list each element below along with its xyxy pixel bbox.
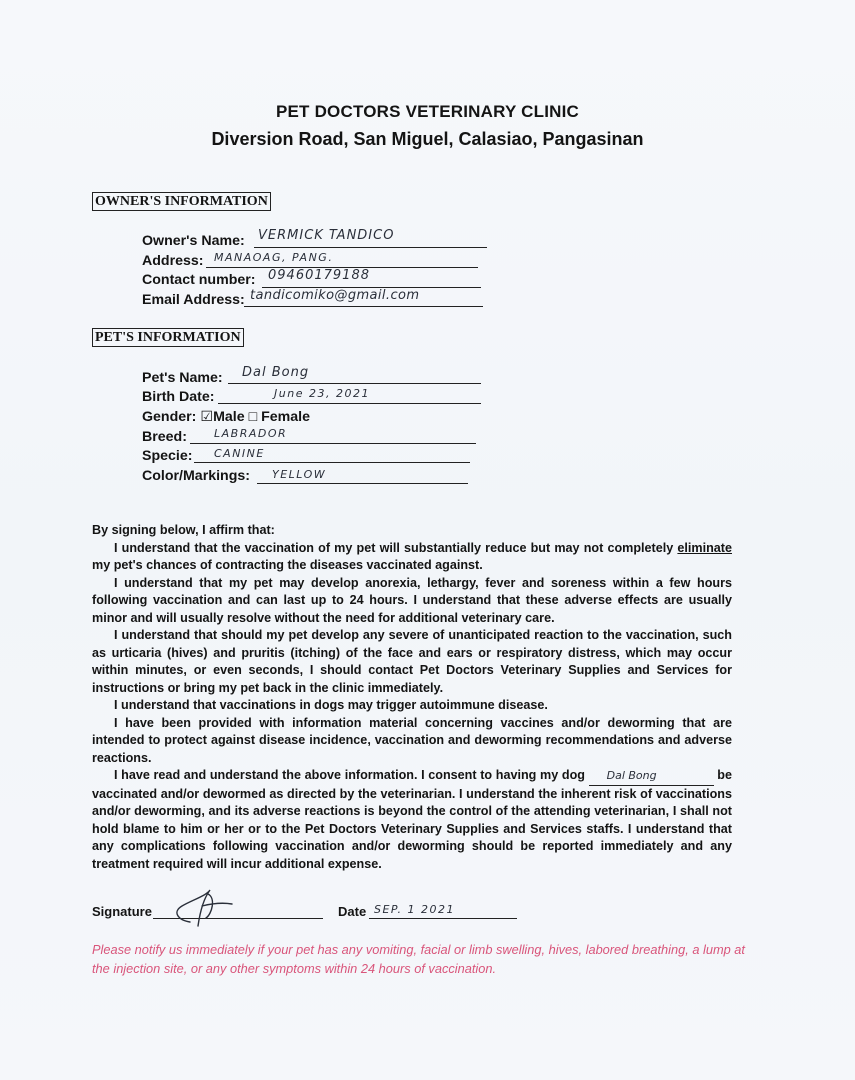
owner-address-value: MANAOAG, PANG. <box>214 251 334 264</box>
owner-name-label: Owner's Name: <box>142 233 245 249</box>
owner-address-label: Address: <box>142 253 204 269</box>
dog-name-value: Dal Bong <box>589 767 714 786</box>
gender-female-label: Female <box>261 409 311 425</box>
eliminate-word: eliminate <box>677 540 732 555</box>
birth-date-value: June 23, 2021 <box>274 387 370 400</box>
color-markings-label: Color/Markings: <box>142 468 250 484</box>
date-label: Date <box>338 904 367 919</box>
breed-line <box>190 443 476 444</box>
affirmation-block <box>92 522 732 873</box>
color-markings-value: YELLOW <box>272 468 327 481</box>
affirm-paragraph-2: I understand that my pet may develop anorexia, lethargy, fever and soreness within a few hours following vaccination and can last up to 24 hours. I understand that these adverse effects are usually minor and will usually resolve without the need for additional veterinary care. <box>92 575 732 625</box>
affirm-intro: By signing below, I affirm that: <box>92 523 275 537</box>
pet-name-value: Dal Bong <box>242 365 310 380</box>
breed-label: Breed: <box>142 429 187 445</box>
pet-name-label: Pet's Name: <box>142 370 223 386</box>
date-value: SEP. 1 2021 <box>374 903 456 916</box>
gender-label: Gender: <box>142 409 197 425</box>
owner-section-label: OWNER'S INFORMATION <box>92 192 271 211</box>
email-label: Email Address: <box>142 292 245 308</box>
owner-name-line <box>254 247 487 248</box>
specie-line <box>194 462 470 463</box>
affirm-paragraph-5: I have been provided with information material concerning vaccines and/or deworming that are intended to protect against disease incidence, vaccination and deworming recommendations and adverse reactions. <box>92 715 732 765</box>
owner-name-value: VERMICK TANDICO <box>258 228 395 243</box>
gender-male-checkbox[interactable]: ☑ <box>200 409 214 425</box>
color-markings-line <box>257 483 468 484</box>
contact-number-label: Contact number: <box>142 272 256 288</box>
signature-label: Signature <box>92 904 152 919</box>
affirm-paragraph-4: I understand that vaccinations in dogs may trigger autoimmune disease. <box>114 698 548 712</box>
gender-male-label: Male <box>213 409 245 425</box>
affirm-paragraph-1: I understand that the vaccination of my pet will substantially reduce but may not completely eliminate my pet's chances of contracting the diseases vaccinated against. <box>92 540 732 572</box>
gender-row <box>142 409 310 425</box>
birth-date-label: Birth Date: <box>142 389 215 405</box>
birth-date-line <box>218 403 481 404</box>
date-line <box>369 918 517 919</box>
email-value: tandicomiko@gmail.com <box>250 288 420 303</box>
affirm-paragraph-6: I have read and understand the above information. I consent to having my dog Dal Bong be vaccinated and/or dewormed as directed by the veterinarian. I understand the inherent risk of vaccinations and/or deworming, and its adverse reactions is beyond the control of the attending veterinarian, I shall not hold blame to him or her or to the Pet Doctors Veterinary Supplies and Services staffs. I understand that any complications following vaccination and/or deworming should be reported immediately and any treatment required will incur additional expense. <box>92 768 732 871</box>
clinic-name: PET DOCTORS VETERINARY CLINIC <box>275 102 580 121</box>
affirm-paragraph-3: I understand that should my pet develop any severe of unanticipated reaction to the vaccination, such as urticaria (hives) and pruritis (itching) of the face and ears or respiratory distress, which may occur within minutes, or even seconds, I should contact Pet Doctors Veterinary Supplies and Services for instructions or bring my pet back in the clinic immediately. <box>92 628 732 695</box>
pet-section-label: PET'S INFORMATION <box>92 328 244 347</box>
specie-value: CANINE <box>214 447 265 460</box>
clinic-address: Diversion Road, San Miguel, Calasiao, Pangasinan <box>211 129 644 149</box>
email-line <box>244 306 483 307</box>
breed-value: LABRADOR <box>214 427 288 440</box>
contact-number-value: 09460179188 <box>268 268 370 283</box>
notice-text: Please notify us immediately if your pet has any vomiting, facial or limb swelling, hives, labored breathing, a lump at the injection site, or any other symptoms within 24 hours of vaccination. <box>92 942 745 976</box>
gender-female-checkbox[interactable]: □ <box>248 409 258 425</box>
handwritten-signature <box>160 884 240 930</box>
pet-name-line <box>228 383 481 384</box>
specie-label: Specie: <box>142 448 193 464</box>
